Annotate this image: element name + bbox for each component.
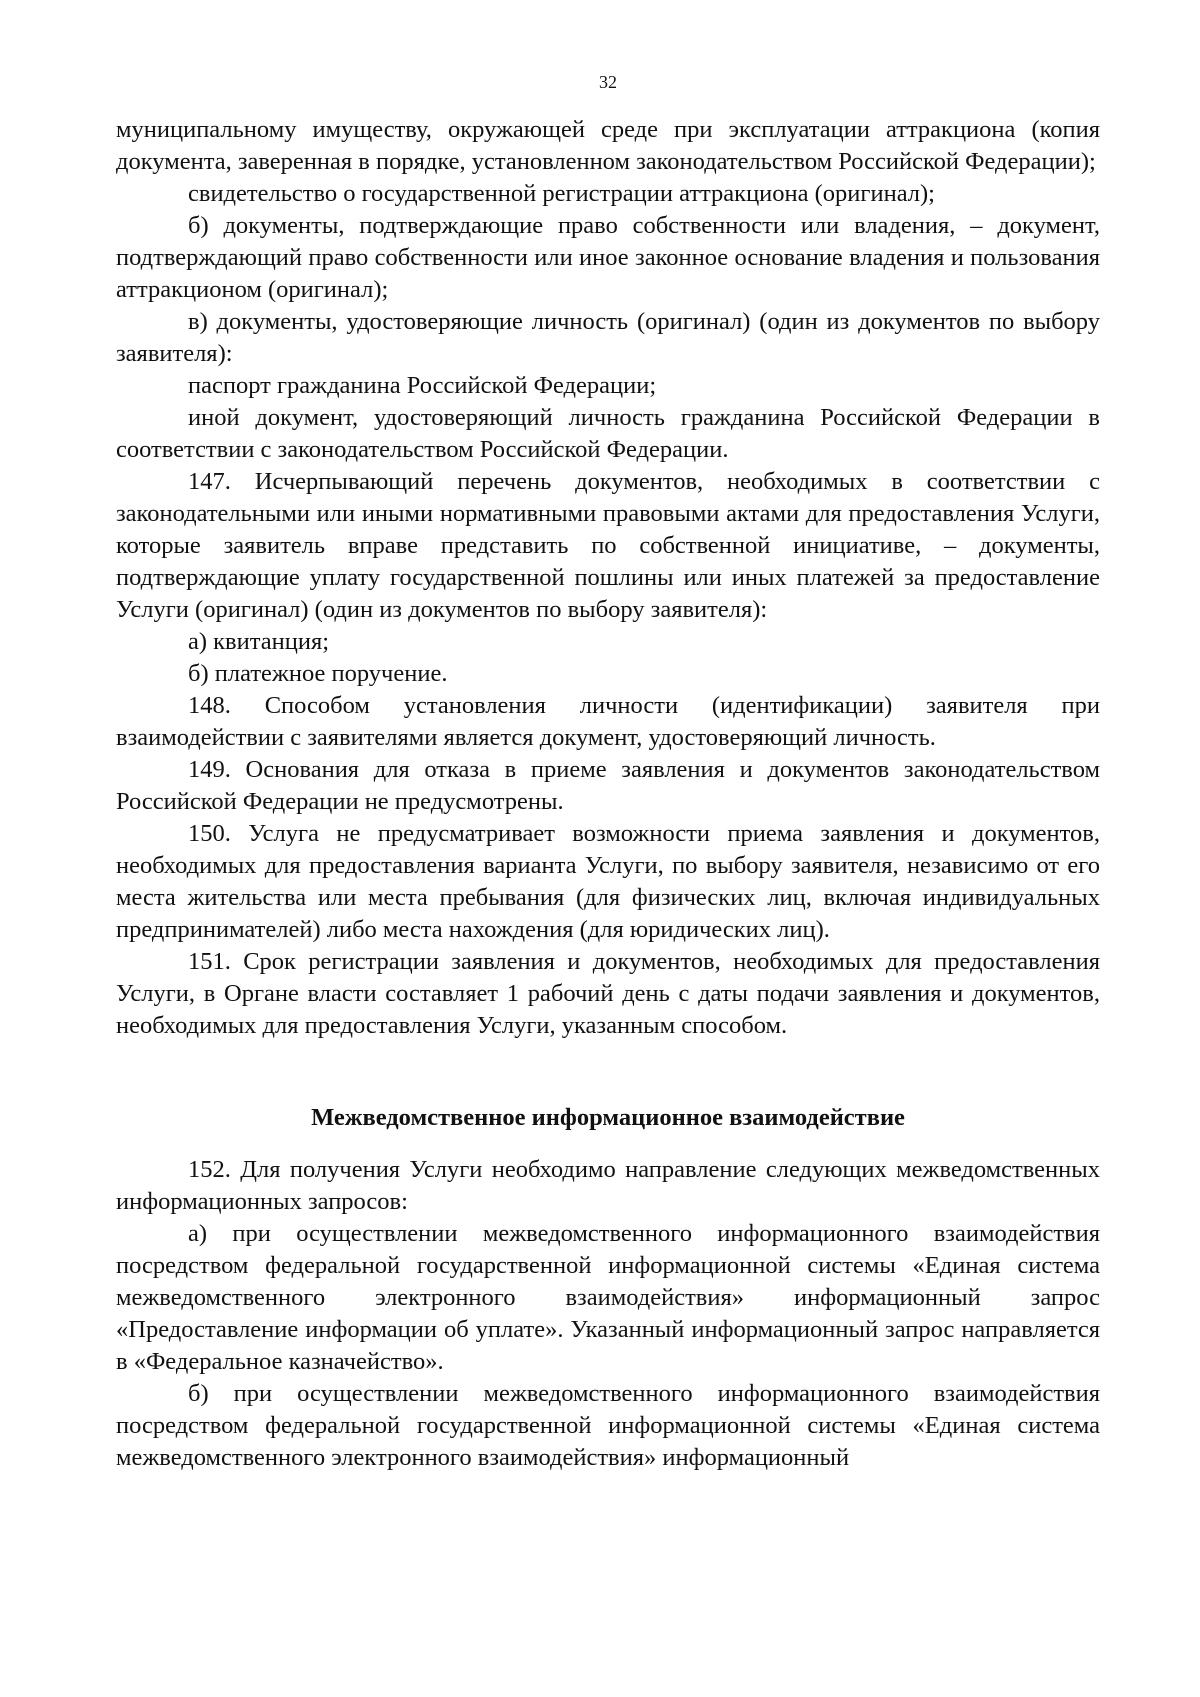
page-number: 32 bbox=[599, 72, 617, 92]
paragraph: 148. Способом установления личности (идентификации) заявителя при взаимодействии с заявителями является документ, удостоверяющий личность. bbox=[116, 692, 1100, 751]
body-text-bottom bbox=[116, 1154, 1100, 1474]
paragraph: б) документы, подтверждающие право собственности или владения, – документ, подтверждающий право собственности или иное законное основание владения и пользования аттракционом (оригинал); bbox=[116, 212, 1100, 303]
section-gap bbox=[116, 1134, 1100, 1154]
paragraph: свидетельство о государственной регистрации аттракциона (оригинал); bbox=[188, 180, 935, 207]
section-heading: Межведомственное информационное взаимодействие bbox=[311, 1104, 905, 1131]
paragraph: 147. Исчерпывающий перечень документов, необходимых в соответствии с законодательными или иными нормативными правовыми актами для предоставления Услуги, которые заявитель вправе представить по собственной инициативе, – документы, подтверждающие уплату государственной пошлины или иных платежей за предоставление Услуги (оригинал) (один из документов по выбору заявителя): bbox=[116, 468, 1100, 623]
paragraph: б) при осуществлении межведомственного информационного взаимодействия посредством федеральной государственной информационной системы «Единая система межведомственного электронного взаимодействия» информационный bbox=[116, 1380, 1100, 1471]
paragraph: в) документы, удостоверяющие личность (оригинал) (один из документов по выбору заявителя): bbox=[116, 308, 1100, 367]
paragraph: а) при осуществлении межведомственного информационного взаимодействия посредством федеральной государственной информационной системы «Единая система межведомственного электронного взаимодействия» информационный запрос «Предоставление информации об уплате». Указанный информационный запрос направляется в «Федеральное казначейство». bbox=[116, 1220, 1100, 1375]
paragraph: иной документ, удостоверяющий личность гражданина Российской Федерации в соответствии с законодательством Российской Федерации. bbox=[116, 404, 1100, 463]
paragraph: 150. Услуга не предусматривает возможности приема заявления и документов, необходимых для предоставления варианта Услуги, по выбору заявителя, независимо от его места жительства или места пребывания (для физических лиц, включая индивидуальных предпринимателей) либо места нахождения (для юридических лиц). bbox=[116, 820, 1100, 943]
paragraph: б) платежное поручение. bbox=[188, 660, 448, 687]
paragraph: 152. Для получения Услуги необходимо направление следующих межведомственных информационных запросов: bbox=[116, 1156, 1100, 1215]
section-gap bbox=[116, 1042, 1100, 1102]
paragraph: муниципальному имуществу, окружающей среде при эксплуатации аттракциона (копия документа, заверенная в порядке, установленном законодательством Российской Федерации); bbox=[116, 116, 1100, 175]
paragraph: а) квитанция; bbox=[188, 628, 330, 655]
paragraph: 151. Срок регистрации заявления и документов, необходимых для предоставления Услуги, в Органе власти составляет 1 рабочий день с даты подачи заявления и документов, необходимых для предоставления Услуги, указанным способом. bbox=[116, 948, 1100, 1039]
paragraph: паспорт гражданина Российской Федерации; bbox=[188, 372, 657, 399]
paragraph: 149. Основания для отказа в приеме заявления и документов законодательством Российской Федерации не предусмотрены. bbox=[116, 756, 1100, 815]
body-text-top bbox=[116, 114, 1100, 1042]
